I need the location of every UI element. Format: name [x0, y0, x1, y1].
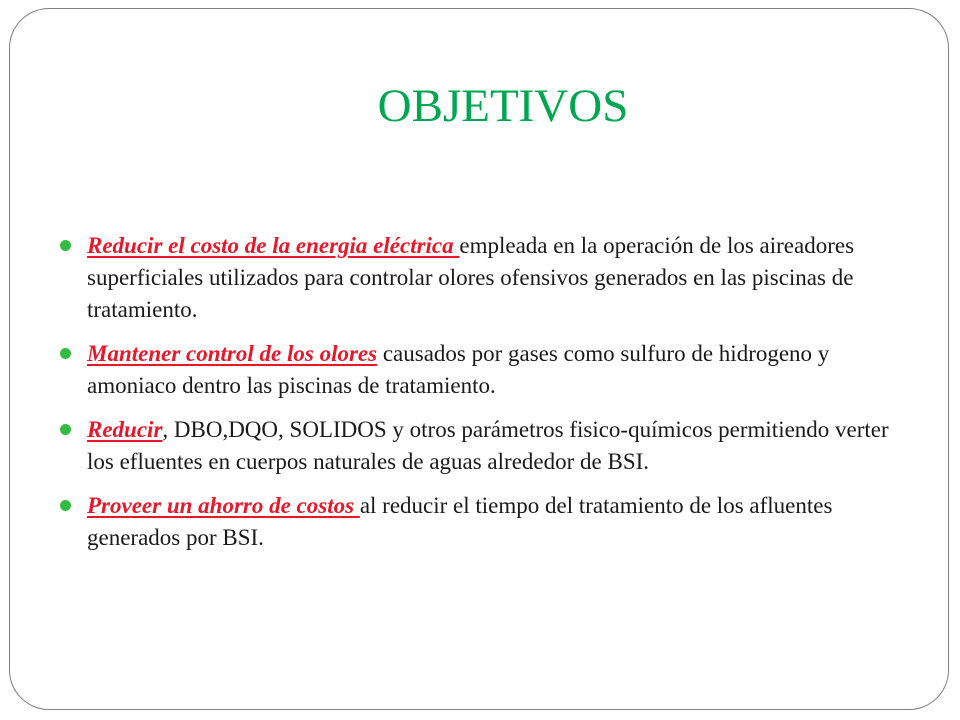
- bullet-icon: [60, 500, 71, 511]
- list-item: [60, 490, 920, 554]
- bullet-icon: [60, 348, 71, 359]
- list-item: [60, 230, 920, 326]
- bullet-icon: [60, 240, 71, 251]
- objectives-list: [60, 230, 920, 566]
- bullet-text: , DBO,DQO, SOLIDOS y otros parámetros fisico-químicos permitiendo verter los efluentes en cuerpos naturales de aguas alrededor de BSI.: [87, 417, 889, 474]
- bullet-lead-phrase: Reducir el costo de la energia eléctrica: [87, 233, 460, 258]
- bullet-text: causados por gases como sulfuro de hidrogeno y amoniaco dentro las piscinas de tratamiento.: [87, 341, 830, 398]
- slide-title: OBJETIVOS: [377, 80, 629, 132]
- list-item: [60, 338, 920, 402]
- bullet-icon: [60, 424, 71, 435]
- bullet-text: empleada en la operación de los aireadores superficiales utilizados para controlar olores ofensivos generados en las piscinas de tratamiento.: [87, 233, 855, 322]
- bullet-lead-phrase: Reducir: [87, 417, 163, 442]
- list-item: [60, 414, 920, 478]
- bullet-lead-phrase: Mantener control de los olores: [87, 341, 378, 366]
- bullet-text: al reducir el tiempo del tratamiento de los afluentes generados por BSI.: [87, 493, 833, 550]
- bullet-lead-phrase: Proveer un ahorro de costos: [87, 493, 360, 518]
